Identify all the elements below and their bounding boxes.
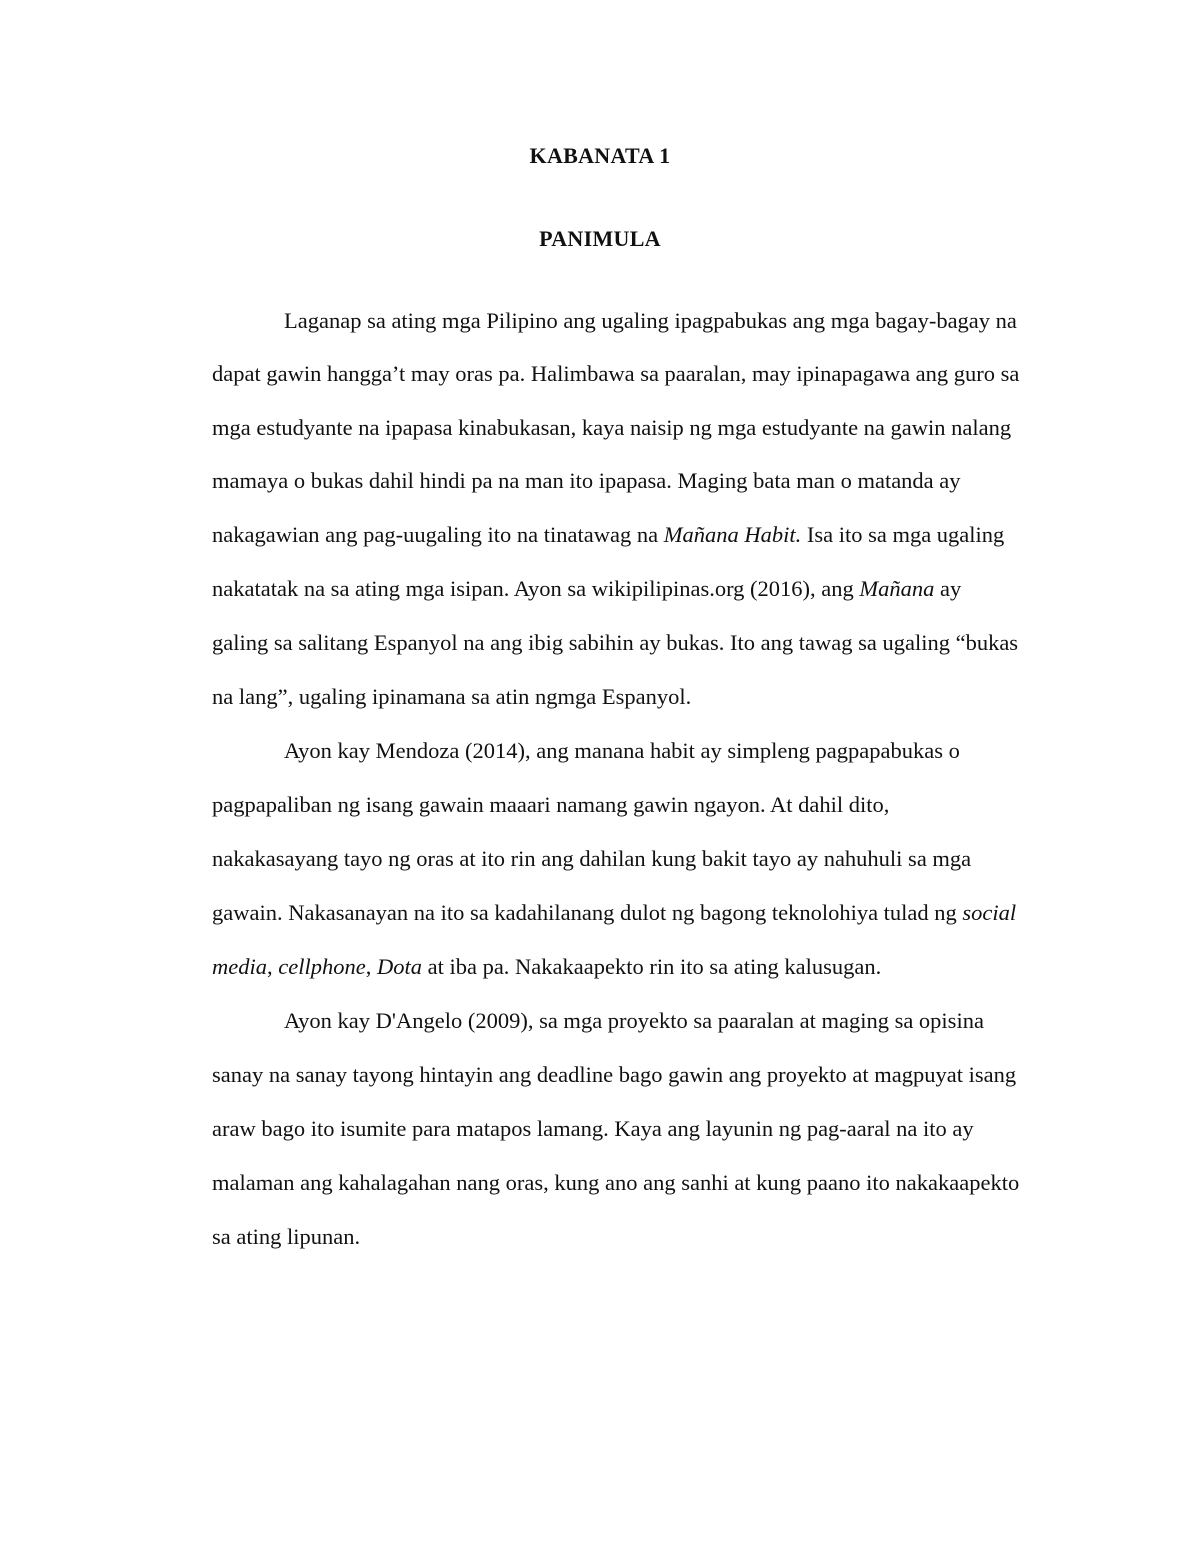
text-run: sa ating lipunan.: [212, 1224, 361, 1249]
text-line: [212, 898, 1016, 928]
italic-run: Mañana Habit.: [663, 522, 802, 547]
text-run: mamaya o bukas dahil hindi pa na man ito ipapasa. Maging bata man o matanda ay: [212, 468, 961, 493]
italic-run: Dota: [376, 954, 422, 979]
text-line: [212, 952, 881, 982]
text-line: [212, 628, 1018, 658]
section-title: PANIMULA: [539, 226, 661, 251]
text-line: [212, 413, 1011, 443]
text-line: [284, 1006, 984, 1036]
text-run: nakatatak na sa ating mga isipan. Ayon sa wikipilipinas.org (2016), ang: [212, 576, 860, 601]
text-run: nakakasayang tayo ng oras at ito rin ang dahilan kung bakit tayo ay nahuhuli sa mga: [212, 846, 972, 871]
text-line: [212, 466, 961, 496]
text-line: [212, 574, 961, 604]
text-run: ay: [934, 576, 962, 601]
text-line: [212, 1060, 1016, 1090]
text-line: [212, 682, 691, 712]
italic-run: media: [212, 954, 267, 979]
text-run: dapat gawin hangga’t may oras pa. Halimbawa sa paaralan, may ipinapagawa ang guro sa: [212, 361, 1020, 386]
text-run: at iba pa. Nakakaapekto rin ito sa ating kalusugan.: [421, 954, 882, 979]
text-run: Isa ito sa mga ugaling: [801, 522, 1005, 547]
text-run: galing sa salitang Espanyol na ang ibig sabihin ay bukas. Ito ang tawag sa ugaling “bukas: [212, 630, 1019, 655]
text-run: pagpapaliban ng isang gawain maaari namang gawin ngayon. At dahil dito,: [212, 792, 890, 817]
italic-run: cellphone: [278, 954, 366, 979]
italic-run: social: [962, 900, 1017, 925]
text-run: araw bago ito isumite para matapos lamang. Kaya ang layunin ng pag-aaral na ito ay: [212, 1116, 974, 1141]
text-run: Ayon kay Mendoza (2014), ang manana habit ay simpleng pagpapabukas o: [284, 738, 960, 763]
text-run: gawain. Nakasanayan na ito sa kadahilanang dulot ng bagong teknolohiya tulad ng: [212, 900, 963, 925]
text-line: [212, 790, 889, 820]
text-line: [212, 520, 1004, 550]
text-run: na lang”, ugaling ipinamana sa atin ngmga Espanyol.: [212, 684, 692, 709]
text-run: malaman ang kahalagahan nang oras, kung ano ang sanhi at kung paano ito nakakaapekto: [212, 1170, 1020, 1195]
text-line: [212, 844, 971, 874]
text-run: ,: [365, 954, 377, 979]
text-line: [212, 1114, 974, 1144]
text-run: mga estudyante na ipapasa kinabukasan, kaya naisip ng mga estudyante na gawin nalang: [212, 415, 1012, 440]
text-line: [284, 306, 1017, 336]
text-line: [284, 736, 960, 766]
italic-run: Mañana: [859, 576, 935, 601]
text-line: [212, 359, 1019, 389]
chapter-heading: KABANATA 1: [529, 143, 671, 168]
text-line: [212, 1168, 1019, 1198]
text-run: ,: [267, 954, 279, 979]
text-run: nakagawian ang pag-uugaling ito na tinatawag na: [212, 522, 664, 547]
text-run: Laganap sa ating mga Pilipino ang ugaling ipagpabukas ang mga bagay-bagay na: [284, 308, 1017, 333]
text-run: sanay na sanay tayong hintayin ang deadline bago gawin ang proyekto at magpuyat isang: [212, 1062, 1017, 1087]
text-line: [212, 1222, 360, 1252]
text-run: Ayon kay D'Angelo (2009), sa mga proyekto sa paaralan at maging sa opisina: [284, 1008, 984, 1033]
